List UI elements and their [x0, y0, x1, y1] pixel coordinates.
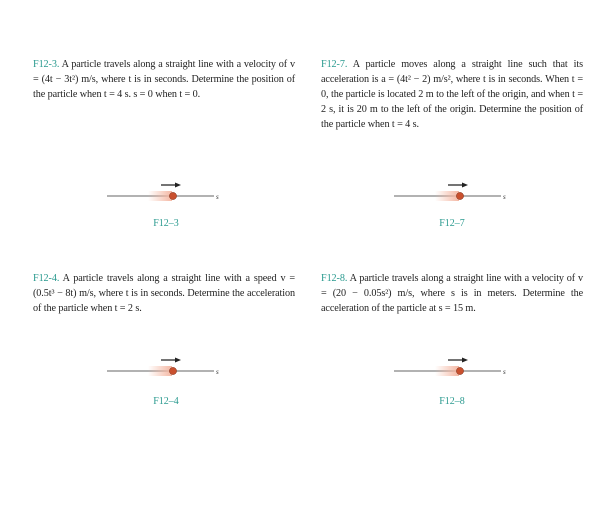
problem-math: v = (4t − 3t²) m/s: [33, 59, 295, 85]
problem-number: F12-3.: [33, 59, 60, 70]
motion-trail: [148, 366, 172, 376]
problem-math: a = (4t² − 2) m/s²: [381, 74, 451, 85]
problem-text: , where s is in meters. Determine the acceleration of the particle at s = 15 m.: [321, 288, 583, 314]
figure-label: F12–7: [439, 218, 465, 229]
problem-text: , where t is in seconds. Determine the acceleration of the particle when t = 2 s.: [33, 288, 295, 314]
problem-number: F12-7.: [321, 59, 348, 70]
problem-f12-4: [33, 271, 295, 316]
arrow-head: [175, 358, 181, 363]
problem-number: F12-8.: [321, 273, 348, 284]
problem-f12-7: [321, 57, 583, 132]
figure-f12-3: [102, 180, 232, 210]
problem-text: A particle travels along a straight line with a speed: [59, 273, 281, 284]
problem-text: A particle travels along a straight line with a velocity of: [59, 59, 290, 70]
figure-label: F12–8: [439, 396, 465, 407]
axis-label: s: [216, 368, 219, 376]
figure-label: F12–4: [153, 396, 179, 407]
problem-math: v = (20 − 0.05s²) m/s: [321, 273, 583, 299]
arrow-head: [175, 183, 181, 188]
particle: [456, 367, 463, 374]
problem-f12-3: [33, 57, 295, 102]
motion-trail: [435, 191, 459, 201]
axis-label: s: [503, 368, 506, 376]
figure-f12-8: [389, 355, 519, 385]
figure-f12-4: [102, 355, 232, 385]
figure-label: F12–3: [153, 218, 179, 229]
problem-text: A particle moves along a straight line such that its acceleration is: [321, 59, 583, 85]
figure-f12-7: [389, 180, 519, 210]
problem-number: F12-4.: [33, 273, 60, 284]
axis-label: s: [503, 193, 506, 201]
problem-text: , where t is in seconds. When t = 0, the particle is located 2 m to the left of the origin, and when t = 2 s, it is 20 m to the left of the origin. Determine the position of the particle when t = 4 s.: [321, 74, 583, 130]
particle: [456, 192, 463, 199]
particle: [169, 192, 176, 199]
motion-trail: [435, 366, 459, 376]
arrow-head: [462, 183, 468, 188]
problem-f12-8: [321, 271, 583, 316]
problem-text: A particle travels along a straight line with a velocity of: [347, 273, 578, 284]
axis-label: s: [216, 193, 219, 201]
problem-math: v = (0.5t³ − 8t) m/s: [33, 273, 296, 299]
particle: [169, 367, 176, 374]
arrow-head: [462, 358, 468, 363]
problem-text: , where t is in seconds. Determine the position of the particle when t = 4 s. s = 0 when t = 0.: [33, 74, 295, 100]
motion-trail: [148, 191, 172, 201]
